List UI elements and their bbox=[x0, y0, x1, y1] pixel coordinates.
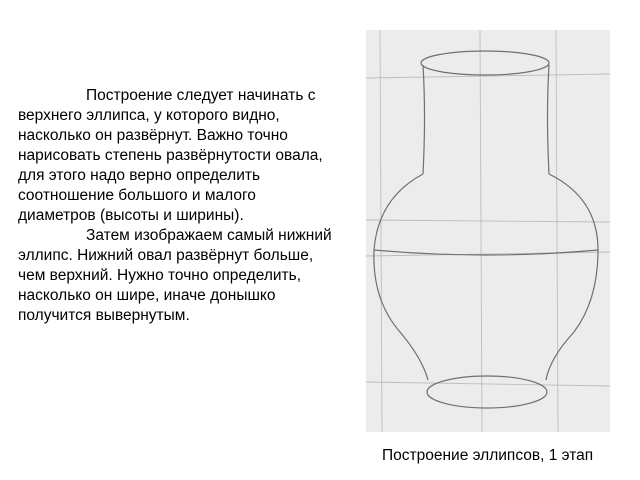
construction-grid bbox=[366, 30, 610, 432]
bottom-ellipse bbox=[427, 376, 547, 408]
vase-outline bbox=[374, 51, 598, 408]
guide-line-horizontal-4 bbox=[366, 382, 610, 386]
paragraph-bottom-ellipse: Затем изображаем самый нижний эллипс. Нижний овал развёрнут больше, чем верхний. Нужно точно определить, насколько он шире, иначе донышко получится вывернутым. bbox=[18, 227, 332, 324]
guide-line-vertical-axis bbox=[480, 30, 482, 432]
paragraph-top-ellipse: Построение следует начинать с верхнего эллипса, у которого видно, насколько он развёрнут. Важно точно нарисовать степень развёрнутости овала, для этого надо верно определить соотношение большого и малого диаметров (высоты и ширины). bbox=[18, 87, 323, 224]
neck-left bbox=[423, 65, 425, 174]
instruction-text bbox=[18, 86, 336, 326]
figure-caption: Построение эллипсов, 1 этап bbox=[382, 447, 594, 464]
guide-line-horizontal-2 bbox=[366, 220, 610, 222]
neck-right bbox=[548, 65, 550, 174]
body-right bbox=[546, 174, 598, 380]
guide-line-vertical-2 bbox=[556, 30, 558, 432]
top-ellipse bbox=[421, 51, 549, 75]
vase-sketch-drawing bbox=[366, 30, 610, 432]
vase-sketch-image bbox=[366, 30, 610, 432]
guide-line-vertical-1 bbox=[380, 30, 382, 432]
